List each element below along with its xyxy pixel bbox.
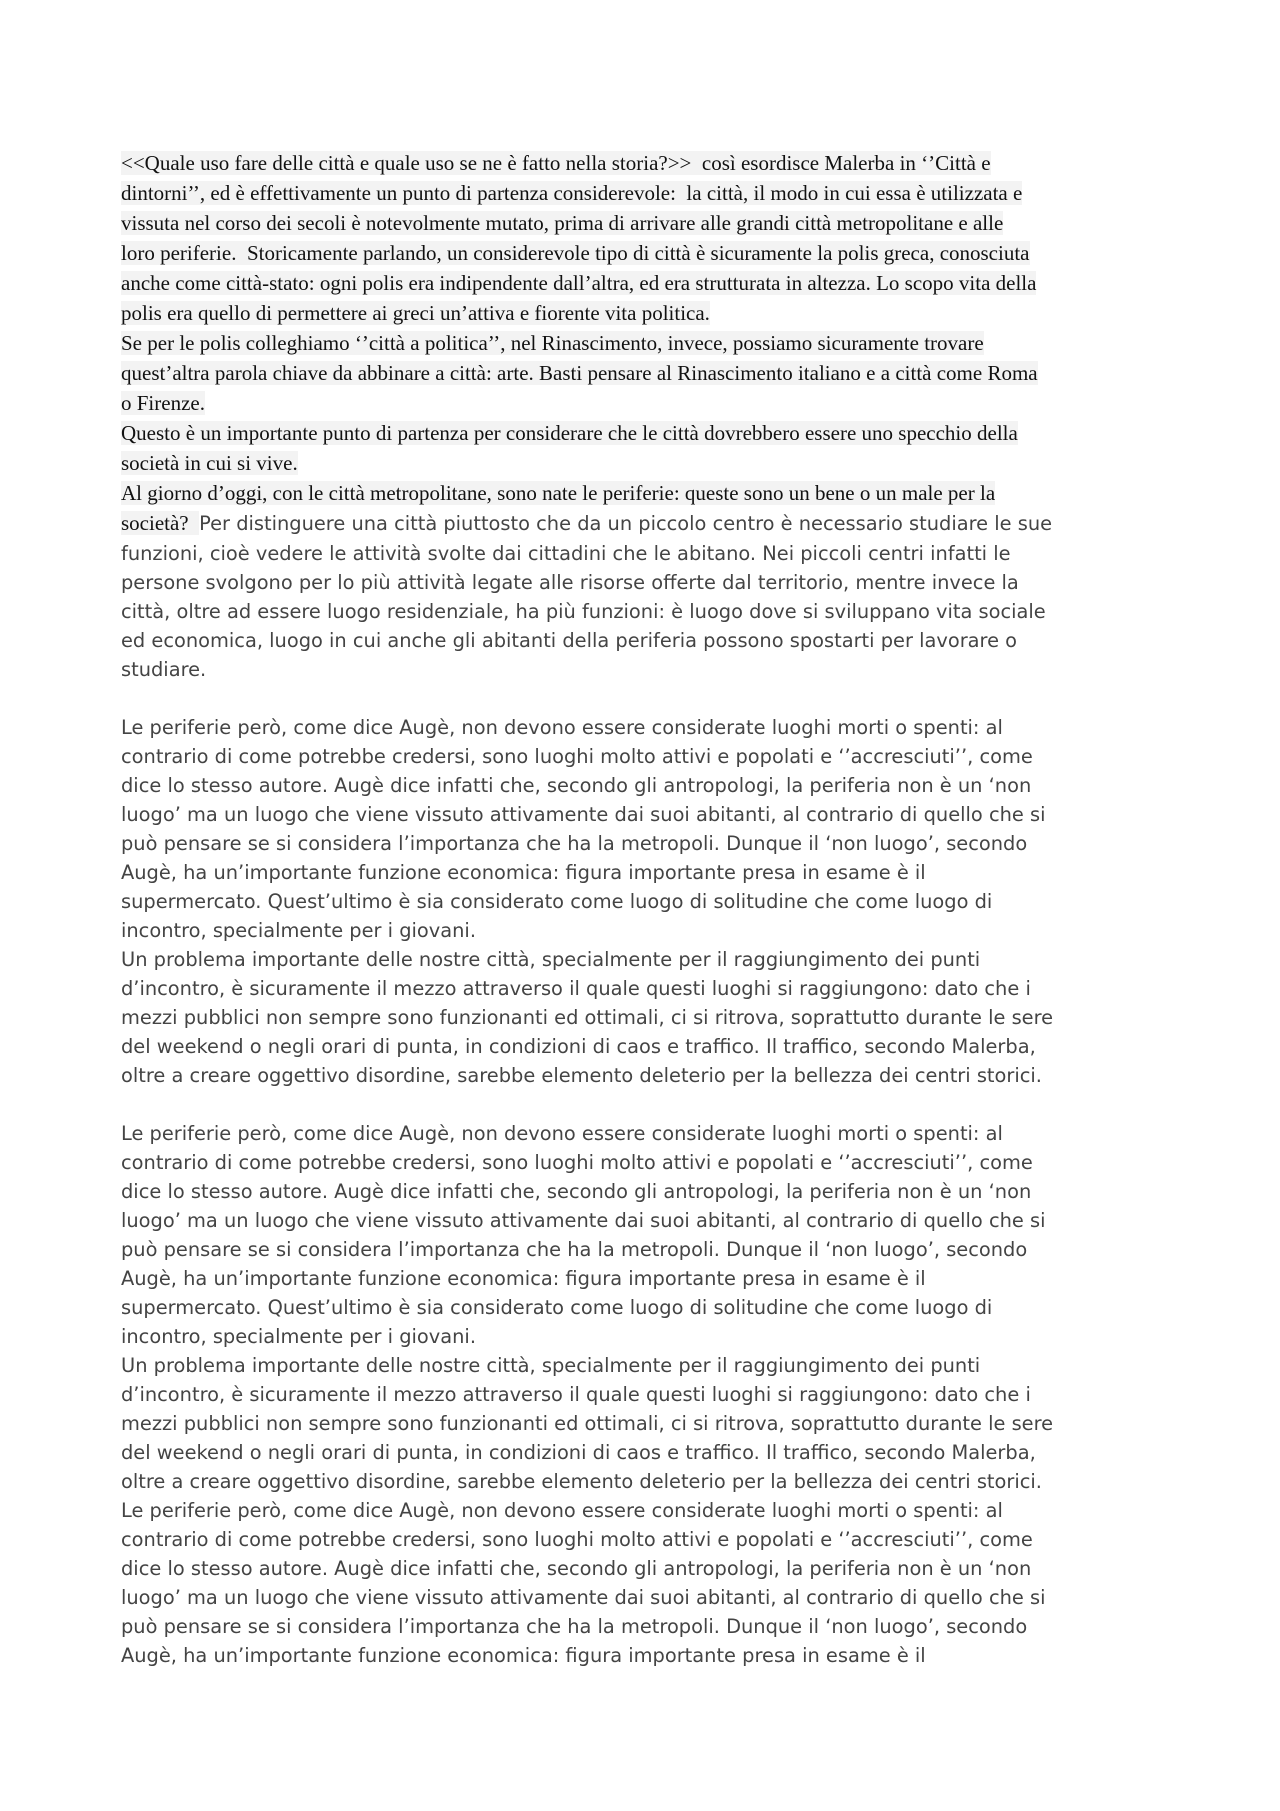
text-line: Un problema importante delle nostre città, specialmente per il raggiungimento dei punti xyxy=(121,948,981,971)
text-line: oltre a creare oggettivo disordine, sarebbe elemento deleterio per la bellezza dei centri storici. xyxy=(121,1470,1042,1493)
text-line: incontro, specialmente per i giovani. xyxy=(121,919,476,942)
text-line: del weekend o negli orari di punta, in condizioni di caos e traffico. Il traffico, secondo Malerba, xyxy=(121,1035,1036,1058)
text-line: quest’altra parola chiave da abbinare a città: arte. Basti pensare al Rinascimento italiano e a città come Roma xyxy=(121,361,1038,385)
text-line: può pensare se si considera l’importanza che ha la metropoli. Dunque il ‘non luogo’, secondo xyxy=(121,1238,1028,1261)
text-line: del weekend o negli orari di punta, in condizioni di caos e traffico. Il traffico, secondo Malerba, xyxy=(121,1441,1036,1464)
text-line: Un problema importante delle nostre città, specialmente per il raggiungimento dei punti xyxy=(121,1354,981,1377)
text-line: dice lo stesso autore. Augè dice infatti che, secondo gli antropologi, la periferia non è un ‘non xyxy=(121,1557,1032,1580)
text-line: contrario di come potrebbe credersi, sono luoghi molto attivi e popolati e ‘’accresciuti’’, come xyxy=(121,1528,1033,1551)
text-line: mezzi pubblici non sempre sono funzionanti ed ottimali, ci si ritrova, soprattutto durante le sere xyxy=(121,1412,1054,1435)
text-line: funzioni, cioè vedere le attività svolte dai cittadini che le abitano. Nei piccoli centri infatti le xyxy=(121,542,1011,565)
text-line: Le periferie però, come dice Augè, non devono essere considerate luoghi morti o spenti: al xyxy=(121,716,1003,739)
text-line: loro periferie. Storicamente parlando, un considerevole tipo di città è sicuramente la polis greca, conosciuta xyxy=(121,241,1030,265)
text-line: <<Quale uso fare delle città e quale uso se ne è fatto nella storia?>> così esordisce Malerba in ‘’Città e xyxy=(121,151,991,175)
text-line: Augè, ha un’importante funzione economica: figura importante presa in esame è il xyxy=(121,1644,926,1667)
text-line: oltre a creare oggettivo disordine, sarebbe elemento deleterio per la bellezza dei centri storici. xyxy=(121,1064,1042,1087)
text-line: Le periferie però, come dice Augè, non devono essere considerate luoghi morti o spenti: al xyxy=(121,1122,1003,1145)
text-line: d’incontro, è sicuramente il mezzo attraverso il quale questi luoghi si raggiungono: dato che i xyxy=(121,1383,1031,1406)
text-line: vissuta nel corso dei secoli è notevolmente mutato, prima di arrivare alle grandi città metropolitane e alle xyxy=(121,211,1004,235)
text-line: Questo è un importante punto di partenza per considerare che le città dovrebbero essere uno specchio della xyxy=(121,421,1018,445)
text-line: anche come città-stato: ogni polis era indipendente dall’altra, ed era strutturata in altezza. Lo scopo vita della xyxy=(121,271,1037,295)
text-line: incontro, specialmente per i giovani. xyxy=(121,1325,476,1348)
mixed-font-line xyxy=(121,508,1171,539)
text-line: persone svolgono per lo più attività legate alle risorse offerte dal territorio, mentre invece la xyxy=(121,571,1019,594)
text-line: supermercato. Quest’ultimo è sia considerato come luogo di solitudine che come luogo di xyxy=(121,890,993,913)
intro-paragraphs xyxy=(121,148,1171,539)
text-line: dice lo stesso autore. Augè dice infatti che, secondo gli antropologi, la periferia non è un ‘non xyxy=(121,774,1032,797)
text-line: dintorni’’, ed è effettivamente un punto di partenza considerevole: la città, il modo in cui essa è utilizzata e xyxy=(121,181,1023,205)
text-line: Augè, ha un’importante funzione economica: figura importante presa in esame è il xyxy=(121,861,926,884)
text-line: Al giorno d’oggi, con le città metropolitane, sono nate le periferie: queste sono un bene o un male per la xyxy=(121,481,996,505)
paragraph-gap xyxy=(121,1090,1171,1119)
text-line: luogo’ ma un luogo che viene vissuto attivamente dai suoi abitanti, al contrario di quello che si xyxy=(121,803,1046,826)
text-line: o Firenze. xyxy=(121,391,205,415)
text-line: Le periferie però, come dice Augè, non devono essere considerate luoghi morti o spenti: al xyxy=(121,1499,1003,1522)
text-line: polis era quello di permettere ai greci un’attiva e fiorente vita politica. xyxy=(121,301,710,325)
text-line: dice lo stesso autore. Augè dice infatti che, secondo gli antropologi, la periferia non è un ‘non xyxy=(121,1180,1032,1203)
text-line: può pensare se si considera l’importanza che ha la metropoli. Dunque il ‘non luogo’, secondo xyxy=(121,832,1028,855)
text-line: società in cui si vive. xyxy=(121,451,298,475)
text-line: d’incontro, è sicuramente il mezzo attraverso il quale questi luoghi si raggiungono: dato che i xyxy=(121,977,1031,1000)
text-line-sans-part: Per distinguere una città piuttosto che da un piccolo centro è necessario studiare le sue xyxy=(199,512,1053,535)
text-line: supermercato. Quest’ultimo è sia considerato come luogo di solitudine che come luogo di xyxy=(121,1296,993,1319)
text-line-serif-part: società? xyxy=(121,511,200,535)
text-line: Se per le polis colleghiamo ‘’città a politica’’, nel Rinascimento, invece, possiamo sicuramente trovare xyxy=(121,331,984,355)
text-line: può pensare se si considera l’importanza che ha la metropoli. Dunque il ‘non luogo’, secondo xyxy=(121,1615,1028,1638)
text-line: Augè, ha un’importante funzione economica: figura importante presa in esame è il xyxy=(121,1267,926,1290)
document-body xyxy=(121,148,1171,1670)
paragraph-functions xyxy=(121,539,1171,684)
text-line: luogo’ ma un luogo che viene vissuto attivamente dai suoi abitanti, al contrario di quello che si xyxy=(121,1209,1046,1232)
text-line: contrario di come potrebbe credersi, sono luoghi molto attivi e popolati e ‘’accresciuti’’, come xyxy=(121,1151,1033,1174)
text-line: luogo’ ma un luogo che viene vissuto attivamente dai suoi abitanti, al contrario di quello che si xyxy=(121,1586,1046,1609)
text-line: ed economica, luogo in cui anche gli abitanti della periferia possono spostarti per lavorare o xyxy=(121,629,1018,652)
text-line: studiare. xyxy=(121,658,207,681)
text-line: contrario di come potrebbe credersi, sono luoghi molto attivi e popolati e ‘’accresciuti’’, come xyxy=(121,745,1033,768)
text-line: città, oltre ad essere luogo residenziale, ha più funzioni: è luogo dove si sviluppano vita sociale xyxy=(121,600,1046,623)
paragraph-periferie-2 xyxy=(121,1119,1171,1670)
paragraph-periferie-1 xyxy=(121,713,1171,1090)
paragraph-gap xyxy=(121,684,1171,713)
text-line: mezzi pubblici non sempre sono funzionanti ed ottimali, ci si ritrova, soprattutto durante le sere xyxy=(121,1006,1054,1029)
